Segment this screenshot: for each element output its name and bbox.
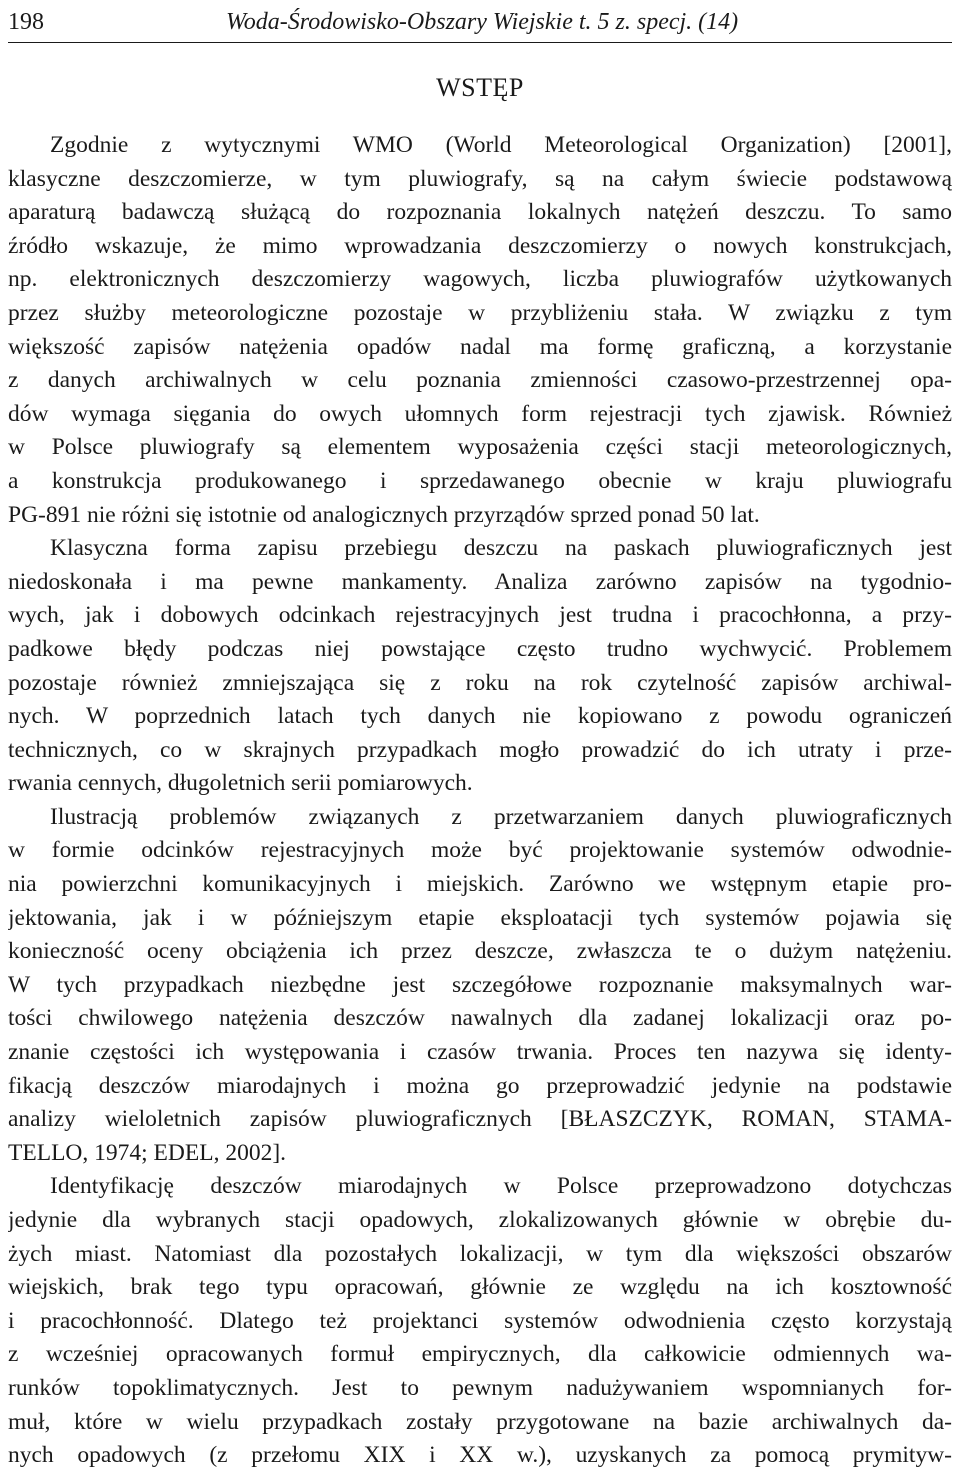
text-line: znanie częstości ich występowania i czasów trwania. Proces ten nazywa się identy- (8, 1039, 952, 1066)
text-line: fikacją deszczów miarodajnych i można go przeprowadzić jedynie na podstawie (8, 1072, 952, 1099)
text-line: jektowania, jak i w późniejszym etapie eksploatacji tych systemów pojawia się (8, 904, 952, 931)
text-line: a konstrukcja produkowanego i sprzedawanego obecnie w kraju pluwiografu (8, 467, 952, 494)
text-line: dów wymaga sięgania do owych ułomnych form rejestracji tych zjawisk. Również (8, 400, 952, 427)
text-line: W tych przypadkach niezbędne jest szczegółowe rozpoznanie maksymalnych war- (8, 971, 952, 998)
text-line: nia powierzchni komunikacyjnych i miejskich. Zarówno we wstępnym etapie pro- (8, 871, 952, 898)
text-line: w formie odcinków rejestracyjnych może być projektowanie systemów odwodnie- (8, 837, 952, 864)
text-line: większość zapisów natężenia opadów nadal ma formę graficzną, a korzystanie (8, 333, 952, 360)
section-heading: WSTĘP (436, 73, 524, 102)
text-line: źródło wskazuje, że mimo wprowadzania deszczomierzy o nowych konstrukcjach, (8, 232, 952, 259)
journal-title: Woda-Środowisko-Obszary Wiejskie t. 5 z. specj. (14) (226, 9, 739, 35)
body-text (8, 129, 952, 1473)
paragraph (8, 532, 952, 801)
text-line: i pracochłonność. Dlatego też projektanci systemów odwodnienia często korzystają (8, 1307, 952, 1334)
text-line: żych miast. Natomiast dla pozostałych lokalizacji, w tym dla większości obszarów (8, 1240, 952, 1267)
text-line: wiejskich, brak tego typu opracowań, głównie ze względu na ich kosztowność (8, 1274, 952, 1301)
text-line: klasyczne deszczomierze, w tym pluwiografy, są na całym świecie podstawową (8, 165, 952, 192)
running-head (8, 0, 952, 44)
text-line: Ilustracją problemów związanych z przetwarzaniem danych pluwiograficznych (50, 803, 952, 830)
text-line: rwania cennych, długoletnich serii pomiarowych. (8, 770, 473, 797)
header-rule (8, 42, 952, 43)
text-line: analizy wieloletnich zapisów pluwiograficznych [BŁASZCZYK, ROMAN, STAMA- (8, 1106, 952, 1133)
text-line: muł, które w wielu przypadkach zostały przygotowane na bazie archiwalnych da- (8, 1408, 952, 1435)
text-line: konieczność oceny obciążenia ich przez deszcze, zwłaszcza te o dużym natężeniu. (8, 938, 952, 965)
text-line: z wcześniej opracowanych formuł empirycznych, dla całkowicie odmiennych wa- (8, 1341, 952, 1368)
text-line: technicznych, co w skrajnych przypadkach mogło prowadzić do ich utraty i prze- (8, 736, 952, 763)
text-line: PG-891 nie różni się istotnie od analogicznych przyrządów sprzed ponad 50 lat. (8, 501, 760, 528)
text-line: nych opadowych (z przełomu XIX i XX w.), uzyskanych za pomocą prymityw- (8, 1442, 952, 1469)
text-line: z danych archiwalnych w celu poznania zmienności czasowo-przestrzennej opa- (8, 367, 952, 394)
text-line: padkowe błędy podczas niej powstające często trudno wychwycić. Problemem (8, 635, 952, 662)
text-line: Identyfikację deszczów miarodajnych w Polsce przeprowadzono dotychczas (50, 1173, 952, 1200)
text-line: nych. W poprzednich latach tych danych nie kopiowano z powodu ograniczeń (8, 703, 952, 730)
text-line: przez służby meteorologiczne pozostaje w przybliżeniu stała. W związku z tym (8, 299, 952, 326)
text-line: wych, jak i dobowych odcinkach rejestracyjnych jest trudna i pracochłonna, a przy- (8, 602, 952, 629)
text-line: pozostaje również zmniejszająca się z roku na rok czytelność zapisów archiwal- (8, 669, 952, 696)
paragraph (8, 801, 952, 1171)
text-line: niedoskonała i ma pewne mankamenty. Analiza zarówno zapisów na tygodnio- (8, 568, 952, 595)
text-line: runków topoklimatycznych. Jest to pewnym nadużywaniem wspomnianych for- (8, 1374, 952, 1401)
text-line: Zgodnie z wytycznymi WMO (World Meteorological Organization) [2001], (50, 132, 952, 158)
text-line: jedynie dla wybranych stacji opadowych, zlokalizowanych głównie w obrębie du- (8, 1207, 952, 1233)
text-line: Klasyczna forma zapisu przebiegu deszczu na paskach pluwiograficznych jest (50, 535, 952, 562)
text-line: np. elektronicznych deszczomierzy wagowych, liczba pluwiografów użytkowanych (8, 266, 952, 293)
page-number: 198 (8, 9, 44, 35)
text-line: TELLO, 1974; EDEL, 2002]. (8, 1139, 287, 1166)
paragraph (8, 129, 952, 532)
text-line: w Polsce pluwiografy są elementem wyposażenia części stacji meteorologicznych, (8, 434, 952, 461)
paragraph (8, 1170, 952, 1472)
text-line: tości chwilowego natężenia deszczów nawalnych dla zadanej lokalizacji oraz po- (8, 1005, 952, 1032)
document-page (8, 0, 952, 1473)
text-line: aparaturą badawczą służącą do rozpoznania lokalnych natężeń deszczu. To samo (8, 199, 952, 226)
